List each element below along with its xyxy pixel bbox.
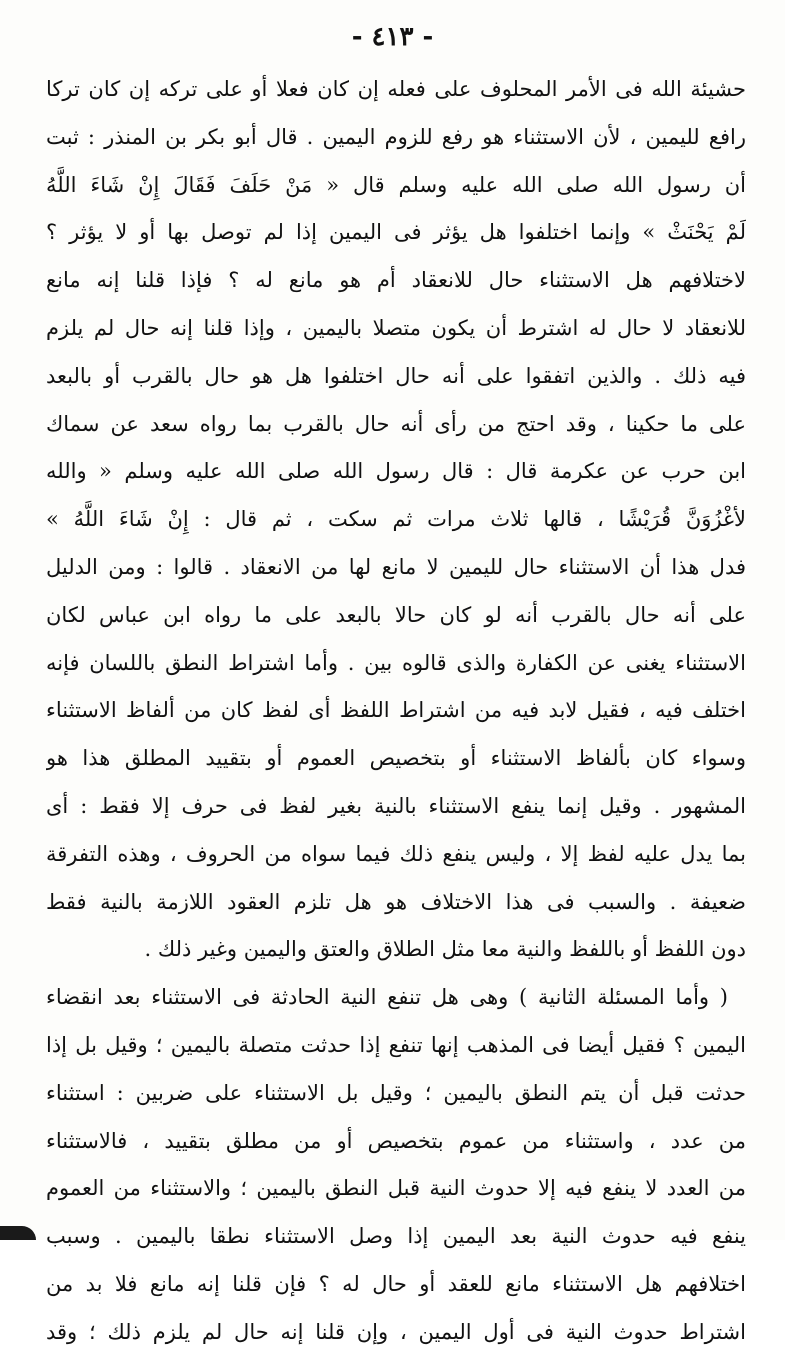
text-line: حشيئة الله فى الأمر المحلوف على فعله إن كان فعلا أو على تركه إن كان تركا — [46, 77, 746, 101]
scan-edge-shadow — [0, 1226, 36, 1240]
text-line: لأغْزُوَنَّ قُرَيْشًا ، قالها ثلاث مرات ثم سكت ، ثم قال : إِنْ شَاءَ اللَّهُ » — [46, 507, 746, 532]
text-line: اليمين ؟ فقيل أيضا فى المذهب إنها تنفع إذا حدثت متصلة باليمين ؛ وقيل بل إذا — [46, 1032, 746, 1057]
text-line: ابن حرب عن عكرمة قال : قال رسول الله صلى الله عليه وسلم « والله — [46, 459, 746, 484]
text-line: المشهور . وقيل إنما ينفع الاستثناء بالنية بغير لفظ فى حرف إلا فقط : أى — [46, 793, 746, 818]
text-line: الاستثناء يغنى عن الكفارة والذى قالوه بين . وأما اشتراط النطق باللسان فإنه — [46, 650, 746, 675]
page-number: - ٤١٣ - — [351, 22, 434, 52]
body-text — [46, 66, 746, 1357]
text-line: من عدد ، واستثناء من عموم بتخصيص أو من مطلق بتقييد ، فالاستثناء — [46, 1128, 746, 1153]
text-line: لَمْ يَحْنَثْ » وإنما اختلفوا هل يؤثر فى اليمين إذا لم توصل بها أو لا يؤثر ؟ — [46, 220, 746, 245]
text-line: اختلافهم هل الاستثناء مانع للعقد أو حال له ؟ فإن قلنا إنه مانع فلا بد من — [46, 1271, 746, 1296]
text-line: على أنه حال بالقرب أنه لو كان حالا بالبعد على ما رواه ابن عباس لكان — [46, 602, 746, 627]
text-line: حدثت قبل أن يتم النطق باليمين ؛ وقيل بل الاستثناء على ضربين : استثناء — [46, 1080, 746, 1105]
text-line: ( وأما المسئلة الثانية ) وهى هل تنفع النية الحادثة فى الاستثناء بعد انقضاء — [46, 985, 728, 1010]
text-line: فيه ذلك . والذين اتفقوا على أنه حال اختلفوا هل هو حال بالقرب أو بالبعد — [46, 363, 746, 388]
text-line: اشتراط حدوث النية فى أول اليمين ، وإن قلنا إنه حال لم يلزم ذلك ؛ وقد — [46, 1319, 746, 1344]
text-line: على ما حكينا ، وقد احتج من رأى أنه حال بالقرب بما رواه سعد عن سماك — [46, 411, 746, 436]
text-line: بما يدل عليه لفظ إلا ، وليس ينفع ذلك فيما سواه من الحروف ، وهذه التفرقة — [46, 841, 746, 866]
text-line: فدل هذا أن الاستثناء حال لليمين لا مانع لها من الانعقاد . قالوا : ومن الدليل — [46, 554, 746, 579]
text-line: من العدد لا ينفع فيه إلا حدوث النية قبل النطق باليمين ؛ والاستثناء من العموم — [46, 1176, 746, 1201]
text-line: وسواء كان بألفاظ الاستثناء أو بتخصيص العموم أو بتقييد المطلق هذا هو — [46, 746, 746, 771]
text-line: اختلف فيه ، فقيل لابد فيه من اشتراط اللفظ أى لفظ كان من ألفاظ الاستثناء — [46, 698, 746, 723]
text-line: لاختلافهم هل الاستثناء حال للانعقاد أم هو مانع له ؟ فإذا قلنا إنه مانع — [46, 268, 746, 293]
text-line: للانعقاد لا حال له اشترط أن يكون متصلا باليمين ، وإذا قلنا إنه حال لم يلزم — [46, 315, 746, 340]
text-line: دون اللفظ أو باللفظ والنية معا مثل الطلاق والعتق واليمين وغير ذلك . — [144, 937, 746, 962]
text-line: ينفع فيه حدوث النية بعد اليمين إذا وصل الاستثناء نطقا باليمين . وسبب — [46, 1224, 746, 1249]
text-line: أن رسول الله صلى الله عليه وسلم قال « مَنْ حَلَفَ فَقَالَ إِنْ شَاءَ اللَّهُ — [46, 172, 746, 197]
text-line: ضعيفة . والسبب فى هذا الاختلاف هو هل تلزم العقود اللازمة بالنية فقط — [46, 889, 746, 914]
text-line: رافع لليمين ، لأن الاستثناء هو رفع للزوم اليمين . قال أبو بكر بن المنذر : ثبت — [46, 124, 746, 149]
